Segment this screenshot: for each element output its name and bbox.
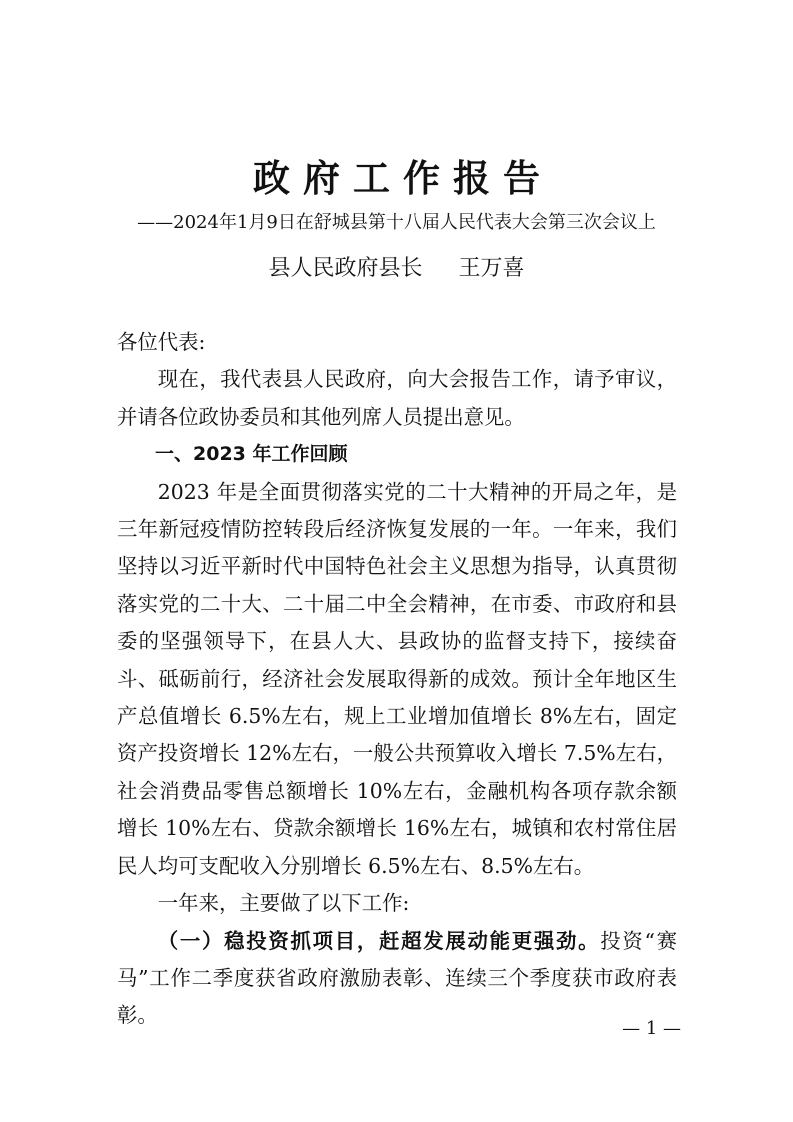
- main-work-intro: 一年来，主要做了以下工作:: [157, 891, 410, 916]
- document-subtitle: ——2024年1月9日在舒城县第十八届人民代表大会第三次会议上: [137, 212, 656, 233]
- page-number: — 1 —: [622, 1018, 681, 1039]
- intro-paragraph: 现在，我代表县人民政府，向大会报告工作，请予审议，并请各位政协委员和其他列席人员提出意见。: [117, 367, 677, 429]
- item1-lead: （一）稳投资抓项目，赶超发展动能更强劲。: [157, 928, 601, 953]
- review-paragraph: 2023 年是全面贯彻落实党的二十大精神的开局之年，是三年新冠疫情防控转段后经济恢复发展的一年。一年来，我们坚持以习近平新时代中国特色社会主义思想为指导，认真贯彻落实党的二十大、二十届二中全会精神，在市委、市政府和县委的坚强领导下，在县人大、县政协的监督支持下，接续奋斗、砥砺前行，经济社会发展取得新的成效。预计全年地区生产总值增长 6.5%左右，规上工业增加值增长 8%左右，固定资产投资增长 12%左右，一般公共预算收入增长 7.5%左右，社会消费品零售总额增长 10%左右，金融机构各项存款余额增长 10%左右、贷款余额增长 16%左右，城镇和农村常住居民人均可支配收入分别增长 6.5%左右、8.5%左右。: [117, 479, 677, 878]
- report-body: [117, 324, 677, 1035]
- author-name: 王万喜: [458, 256, 525, 281]
- salutation: 各位代表:: [117, 330, 206, 354]
- item1-text: 投资“赛马”工作二季度获省政府激励表彰、连续三个季度获市政府表彰。: [117, 928, 677, 1028]
- document-author: [0, 252, 793, 286]
- author-role: 县人民政府县长: [268, 256, 423, 281]
- document-title: 政府工作报告: [253, 156, 553, 200]
- section-heading: 一、2023 年工作回顾: [155, 443, 348, 466]
- item1-paragraph: [117, 923, 677, 1035]
